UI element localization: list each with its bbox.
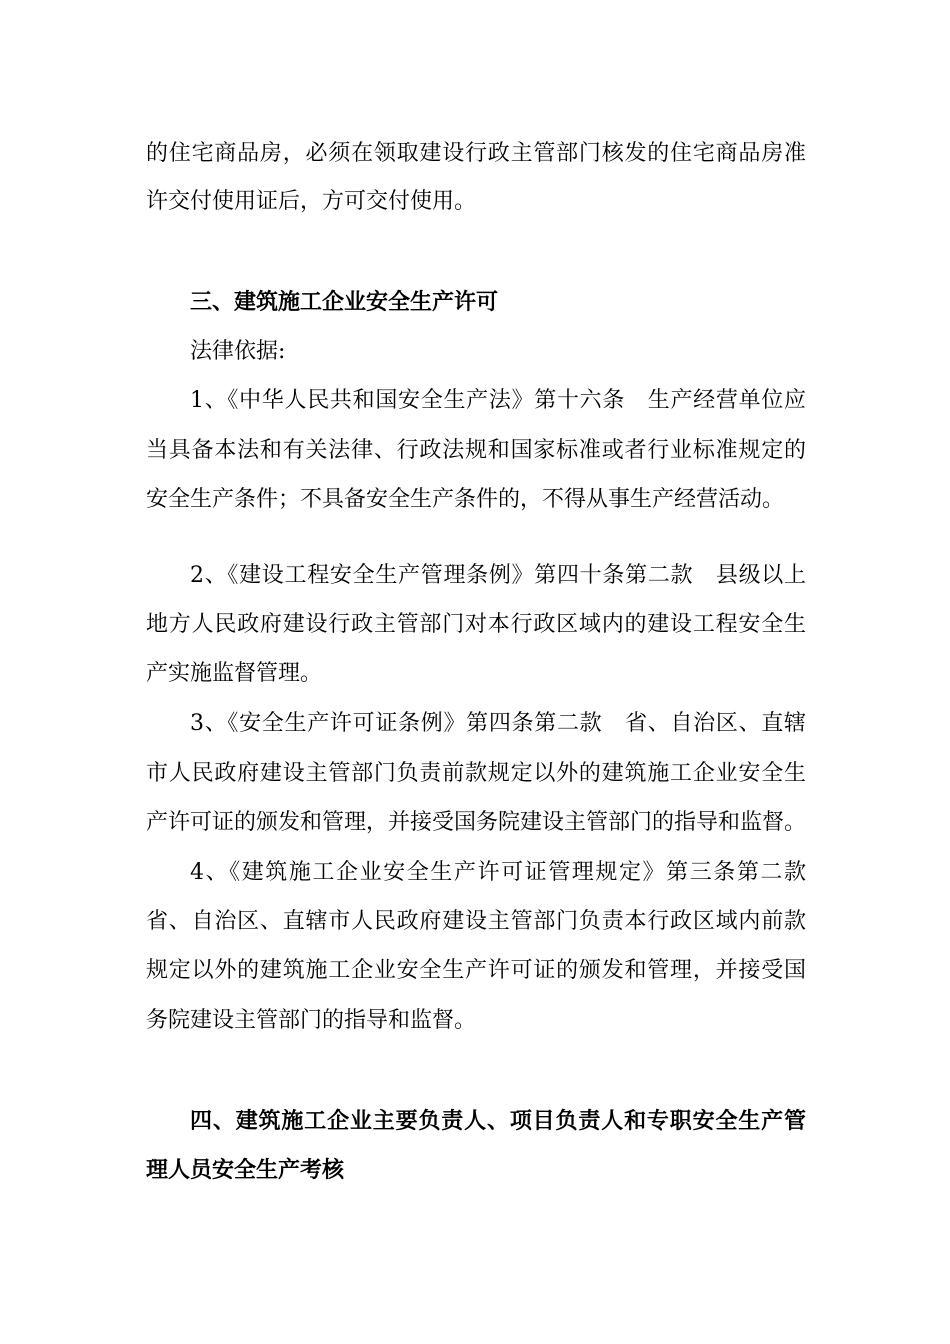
section-4-heading-line-1: 四、建筑施工企业主要负责人、项目负责人和专职安全生产管 [190, 1108, 806, 1134]
item-4-line-4: 务院建设主管部门的指导和监督。 [146, 1008, 477, 1033]
intro-line-1: 的住宅商品房，必须在领取建设行政主管部门核发的住宅商品房准 [146, 141, 806, 166]
section-4-heading-line-2: 理人员安全生产考核 [146, 1157, 345, 1183]
item-3-line-3: 产许可证的颁发和管理，并接受国务院建设主管部门的指导和监督。 [146, 810, 806, 835]
item-1-line-2: 当具备本法和有关法律、行政法规和国家标准或者行业标准规定的 [146, 438, 806, 463]
item-1-line-1: 1、《中华人民共和国安全生产法》第十六条 生产经营单位应 [190, 388, 806, 413]
section-3-heading: 三、建筑施工企业安全生产许可 [190, 289, 499, 315]
item-4-line-2: 省、自治区、直辖市人民政府建设主管部门负责本行政区域内前款 [146, 909, 806, 934]
legal-basis-label: 法律依据: [190, 339, 286, 364]
item-1-line-3: 安全生产条件；不具备安全生产条件的，不得从事生产经营活动。 [146, 487, 785, 512]
item-3-line-1: 3、《安全生产许可证条例》第四条第二款 省、自治区、直辖 [190, 711, 806, 736]
item-2-line-2: 地方人民政府建设行政主管部门对本行政区域内的建设工程安全生 [146, 612, 806, 637]
item-2-line-1: 2、《建设工程安全生产管理条例》第四十条第二款 县级以上 [190, 563, 806, 588]
item-2-line-3: 产实施监督管理。 [146, 661, 323, 686]
intro-line-2: 许交付使用证后，方可交付使用。 [146, 189, 477, 214]
item-3-line-2: 市人民政府建设主管部门负责前款规定以外的建筑施工企业安全生 [146, 761, 806, 786]
item-4-line-1: 4、《建筑施工企业安全生产许可证管理规定》第三条第二款 [190, 860, 806, 885]
item-4-line-3: 规定以外的建筑施工企业安全生产许可证的颁发和管理，并接受国 [146, 958, 806, 983]
